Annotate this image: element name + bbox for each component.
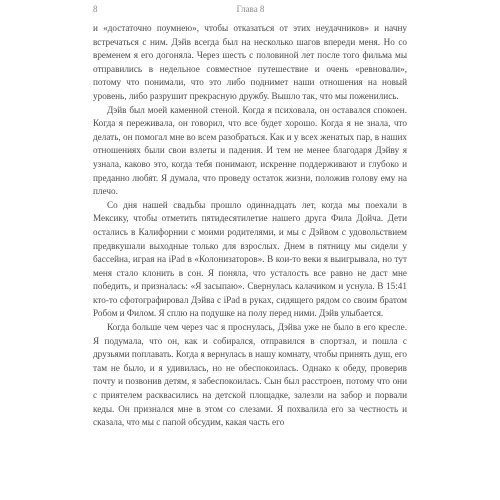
running-head: Глава 8 <box>236 4 265 14</box>
paragraph: Дэйв был моей каменной стеной. Когда я психовала, он оставался спокоен. Когда я переживала, он говорил, что все будет хорошо. Когда я не знала, что делать, он помогал мне во всем разобраться. Как и у всех женатых пар, в наших отношениях были свои взлеты и падения. И тем не менее благодаря Дэйву я узнала, каково это, когда тебя понимают, искренне поддерживают и глубоко и преданно любят. Я думала, что проведу остаток жизни, положив голову ему на плечо. <box>93 104 407 197</box>
paragraph: Со дня нашей свадьбы прошло одиннадцать лет, когда мы поехали в Мексику, чтобы отметить пятидесятилетие нашего друга Фила Дойча. Дети остались в Калифорнии с моими родителями, и мы с Дэйвом с удовольствием предвкушали выходные только для взрослых. Днем в пятницу мы сидели у бассейна, играя на iPad в «Колонизаторов». В кои-то веки я выигрывала, но тут меня стало клонить в сон. Я поняла, что усталость все равно не даст мне победить, и призналась: «Я засыпаю». Свернулась калачиком и уснула. В 15:41 кто-то сфотографировал Дэйва с iPad в руках, сидящего рядом со своим братом Робом и Филом. Я сплю на подушке на полу перед ними. Дэйв улыбается. <box>93 199 407 319</box>
paragraph: и «достаточно поумнею», чтобы отказаться от этих неудачников» и начну встречаться с ним. Дэйв всегда был на несколько шагов впереди меня. Но со временем я его догоняла. Через шесть с половиной лет после того фильма мы отправились в недельное совместное путешествие и очень «ревновали», потому что понимали, что это либо поднимет наши отношения на новый уровень, либо разрушит прекрасную дружбу. Вышло так, что мы поженились. <box>93 23 407 101</box>
paragraph: Когда больше чем через час я проснулась, Дэйва уже не было в его кресле. Я подумала, что он, как и собирался, отправился в спортзал, и пошла с друзьями поплавать. Когда я вернулась в нашу комнату, чтобы принять душ, его там не было, и я удивилась, но не обеспокоилась. Однако к обеду, проверив почту и позвонив детям, я забеспокоилась. Сын был расстроен, потому что они с приятелем расквасились на детской площадке, залезли на забор и порвали кеды. Он признался мне в этом со слезами. Я похвалила его за честность и сказала, что мы с папой обсудим, какая часть его <box>93 322 407 428</box>
page-header <box>93 4 408 18</box>
body-text <box>93 22 407 498</box>
page-number: 8 <box>93 4 98 14</box>
